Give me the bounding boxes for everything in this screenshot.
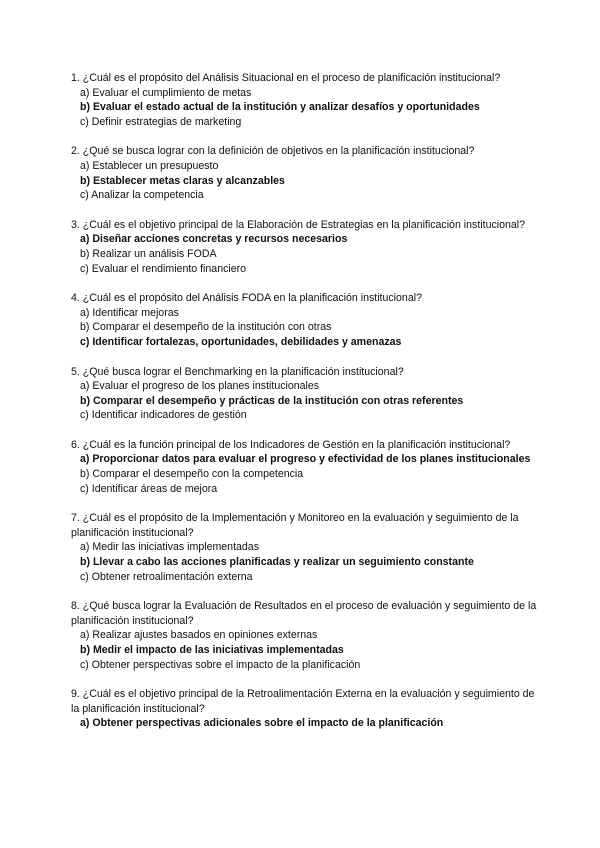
question-text: 6. ¿Cuál es la función principal de los Indicadores de Gestión en la planificación institucional?: [71, 438, 511, 451]
question-text: 1. ¿Cuál es el propósito del Análisis Situacional en el proceso de planificación institucional?: [71, 72, 501, 84]
answer-option: c) Analizar la competencia: [80, 189, 204, 202]
question-3: [71, 218, 540, 276]
answer-option: a) Medir las iniciativas implementadas: [80, 541, 259, 554]
question-text: 9. ¿Cuál es el objetivo principal de la Retroalimentación Externa en la evaluación y seguimiento de la planificación institucional?: [71, 688, 535, 715]
answer-option-correct: a) Obtener perspectivas adicionales sobre el impacto de la planificación: [80, 717, 444, 730]
answer-option: a) Establecer un presupuesto: [80, 159, 219, 172]
answer-option: c) Evaluar el rendimiento financiero: [80, 262, 247, 275]
question-4: [71, 291, 540, 349]
answer-option: a) Evaluar el cumplimiento de metas: [80, 86, 252, 99]
answer-option-correct: c) Identificar fortalezas, oportunidades, debilidades y amenazas: [80, 335, 402, 348]
answer-option: a) Realizar ajustes basados en opiniones externas: [80, 629, 318, 642]
question-text: 2. ¿Qué se busca lograr con la definición de objetivos en la planificación institucional?: [71, 145, 475, 158]
question-7: [71, 511, 540, 584]
question-text: 8. ¿Qué busca lograr la Evaluación de Resultados en el proceso de evaluación y seguimiento de la planificación institucional?: [71, 600, 537, 627]
answer-option: b) Comparar el desempeño de la institución con otras: [80, 321, 332, 334]
question-8: [71, 599, 540, 672]
answer-option-correct: b) Medir el impacto de las iniciativas implementadas: [80, 644, 344, 656]
answer-option: a) Evaluar el progreso de los planes institucionales: [80, 380, 320, 393]
answer-option-correct: b) Evaluar el estado actual de la institución y analizar desafíos y oportunidades: [80, 101, 480, 114]
answer-option: b) Realizar un análisis FODA: [80, 247, 217, 260]
question-9: [71, 687, 540, 731]
answer-option: c) Identificar áreas de mejora: [80, 482, 218, 495]
question-text: 5. ¿Qué busca lograr el Benchmarking en la planificación institucional?: [71, 365, 404, 378]
answer-option: c) Identificar indicadores de gestión: [80, 409, 247, 422]
answer-option-correct: a) Proporcionar datos para evaluar el progreso y efectividad de los planes institucionales: [80, 453, 531, 466]
answer-option-correct: b) Llevar a cabo las acciones planificadas y realizar un seguimiento constante: [80, 556, 474, 569]
answer-option: a) Identificar mejoras: [80, 306, 179, 319]
question-text: 4. ¿Cuál es el propósito del Análisis FODA en la planificación institucional?: [71, 292, 422, 305]
answer-option-correct: b) Establecer metas claras y alcanzables: [80, 174, 285, 187]
question-text: 3. ¿Cuál es el objetivo principal de la Elaboración de Estrategias en la planificación institucional?: [71, 218, 526, 231]
answer-option: c) Obtener retroalimentación externa: [80, 570, 253, 583]
question-text: 7. ¿Cuál es el propósito de la Implementación y Monitoreo en la evaluación y seguimiento de la planificación institucional?: [71, 512, 519, 539]
answer-option-correct: a) Diseñar acciones concretas y recursos necesarios: [80, 233, 348, 246]
answer-option: c) Definir estrategias de marketing: [80, 115, 242, 128]
answer-option: b) Comparar el desempeño con la competencia: [80, 468, 304, 481]
question-2: [71, 144, 540, 202]
answer-option-correct: b) Comparar el desempeño y prácticas de la institución con otras referentes: [80, 394, 464, 407]
question-1: [71, 71, 540, 129]
answer-option: c) Obtener perspectivas sobre el impacto de la planificación: [80, 658, 361, 671]
question-6: [71, 438, 540, 496]
question-5: [71, 365, 540, 423]
